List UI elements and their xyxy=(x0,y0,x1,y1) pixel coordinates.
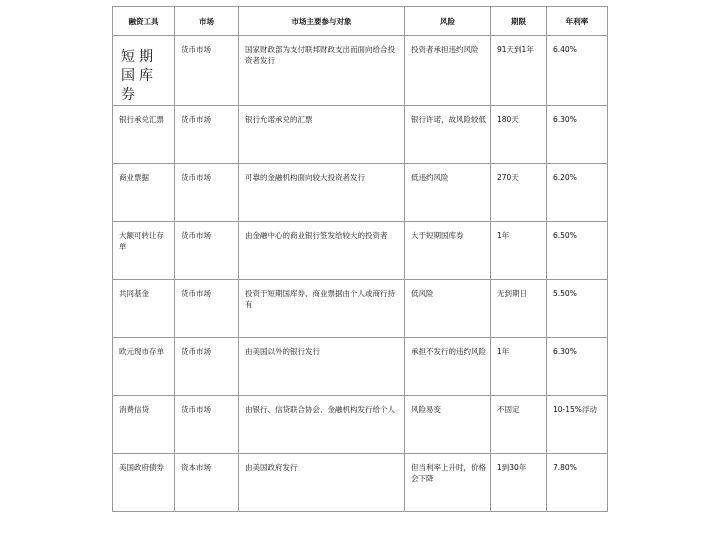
market-cell: 资本市场 xyxy=(175,454,239,512)
market-cell: 货币市场 xyxy=(175,106,239,164)
participants-cell: 可靠的金融机构面向较大投资者发行 xyxy=(239,164,405,222)
rate-cell: 6.30% xyxy=(547,338,608,396)
risk-cell: 银行许诺，故风险较低 xyxy=(405,106,491,164)
instrument-name: 美国政府债券 xyxy=(113,454,175,512)
header-term: 期限 xyxy=(491,7,547,36)
participants-cell: 由银行、信贷联合协会、金融机构发行给个人 xyxy=(239,396,405,454)
table-row xyxy=(113,396,608,454)
rate-cell: 6.30% xyxy=(547,106,608,164)
header-participants: 市场主要参与对象 xyxy=(239,7,405,36)
table-row xyxy=(113,222,608,280)
term-cell: 91天到1年 xyxy=(491,36,547,106)
instrument-name: 短期国库券 xyxy=(113,36,175,106)
term-cell: 180天 xyxy=(491,106,547,164)
table-row xyxy=(113,338,608,396)
term-cell: 1年 xyxy=(491,338,547,396)
term-cell: 270天 xyxy=(491,164,547,222)
term-cell: 1到30年 xyxy=(491,454,547,512)
instrument-name: 银行承兑汇票 xyxy=(113,106,175,164)
participants-cell: 国家财政部为支付联邦财政支出而面向给合投资者发行 xyxy=(239,36,405,106)
participants-cell: 由美国以外的银行发行 xyxy=(239,338,405,396)
financing-instruments-table xyxy=(112,6,608,512)
table-row xyxy=(113,36,608,106)
table-row xyxy=(113,106,608,164)
rate-cell: 5.50% xyxy=(547,280,608,338)
market-cell: 货币市场 xyxy=(175,338,239,396)
instrument-name: 欧元现市存单 xyxy=(113,338,175,396)
risk-cell: 大于短期国库券 xyxy=(405,222,491,280)
market-cell: 货币市场 xyxy=(175,280,239,338)
table-row xyxy=(113,280,608,338)
header-risk: 风险 xyxy=(405,7,491,36)
market-cell: 货币市场 xyxy=(175,164,239,222)
header-market: 市场 xyxy=(175,7,239,36)
instrument-name: 大额可转让存单 xyxy=(113,222,175,280)
header-instrument: 融资工具 xyxy=(113,7,175,36)
rate-cell: 6.20% xyxy=(547,164,608,222)
participants-cell: 投资于短期国库券、商业票据由个人或商行持有 xyxy=(239,280,405,338)
header-rate: 年利率 xyxy=(547,7,608,36)
term-cell: 无到期日 xyxy=(491,280,547,338)
risk-cell: 但当利率上升时，价格会下降 xyxy=(405,454,491,512)
rate-cell: 10-15%浮动 xyxy=(547,396,608,454)
rate-cell: 6.50% xyxy=(547,222,608,280)
participants-cell: 由美国政府发行 xyxy=(239,454,405,512)
market-cell: 货币市场 xyxy=(175,36,239,106)
instrument-name: 消费信贷 xyxy=(113,396,175,454)
instrument-name: 商业票据 xyxy=(113,164,175,222)
table-row xyxy=(113,454,608,512)
risk-cell: 承担不发行的违约风险 xyxy=(405,338,491,396)
risk-cell: 低违约风险 xyxy=(405,164,491,222)
term-cell: 1年 xyxy=(491,222,547,280)
market-cell: 货币市场 xyxy=(175,222,239,280)
market-cell: 货币市场 xyxy=(175,396,239,454)
participants-cell: 银行允诺承兑的汇票 xyxy=(239,106,405,164)
risk-cell: 投资者承担违约风险 xyxy=(405,36,491,106)
risk-cell: 低风险 xyxy=(405,280,491,338)
participants-cell: 由金融中心的商业银行签发给较大的投资者 xyxy=(239,222,405,280)
term-cell: 不固定 xyxy=(491,396,547,454)
risk-cell: 风险易变 xyxy=(405,396,491,454)
table-header-row xyxy=(113,7,608,36)
instrument-name: 共同基金 xyxy=(113,280,175,338)
rate-cell: 7.80% xyxy=(547,454,608,512)
table-row xyxy=(113,164,608,222)
rate-cell: 6.40% xyxy=(547,36,608,106)
